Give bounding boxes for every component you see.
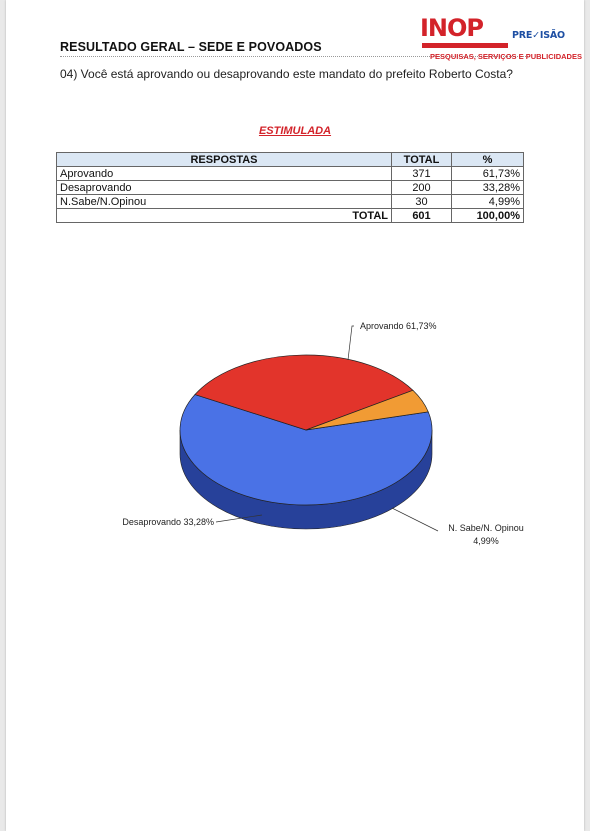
response-label: Aprovando (57, 167, 392, 181)
total-count: 601 (392, 209, 452, 223)
pie-data-label-0: Aprovando 61,73% (360, 321, 437, 331)
pie-data-label-2: N. Sabe/N. Opinou (448, 523, 524, 533)
column-header: TOTAL (392, 153, 452, 167)
response-label: Desaprovando (57, 181, 392, 195)
response-percent: 61,73% (452, 167, 524, 181)
column-header: RESPOSTAS (57, 153, 392, 167)
column-header: % (452, 153, 524, 167)
logo-services: PESQUISAS, SERVIÇOS E PUBLICIDADES (430, 52, 582, 61)
section-label: ESTIMULADA (258, 125, 332, 137)
survey-question: 04) Você está aprovando ou desaprovando este mandato do prefeito Roberto Costa? (60, 67, 513, 81)
response-percent: 33,28% (452, 181, 524, 195)
pie-leader-line-0 (348, 326, 354, 360)
response-total: 371 (392, 167, 452, 181)
response-label: N.Sabe/N.Opinou (57, 195, 392, 209)
logo-brand-suffix: PRE✓ISÃO (512, 30, 565, 41)
total-label: TOTAL (57, 209, 392, 223)
pie-data-label-1: Desaprovando 33,28% (122, 517, 214, 527)
pie-leader-line-2 (392, 508, 438, 531)
pie-data-label-2: 4,99% (473, 536, 499, 546)
response-total: 30 (392, 195, 452, 209)
response-total: 200 (392, 181, 452, 195)
total-percent: 100,00% (452, 209, 524, 223)
report-title: RESULTADO GERAL – SEDE E POVOADOS (60, 40, 322, 54)
response-percent: 4,99% (452, 195, 524, 209)
logo-brand: INOP (420, 14, 484, 42)
